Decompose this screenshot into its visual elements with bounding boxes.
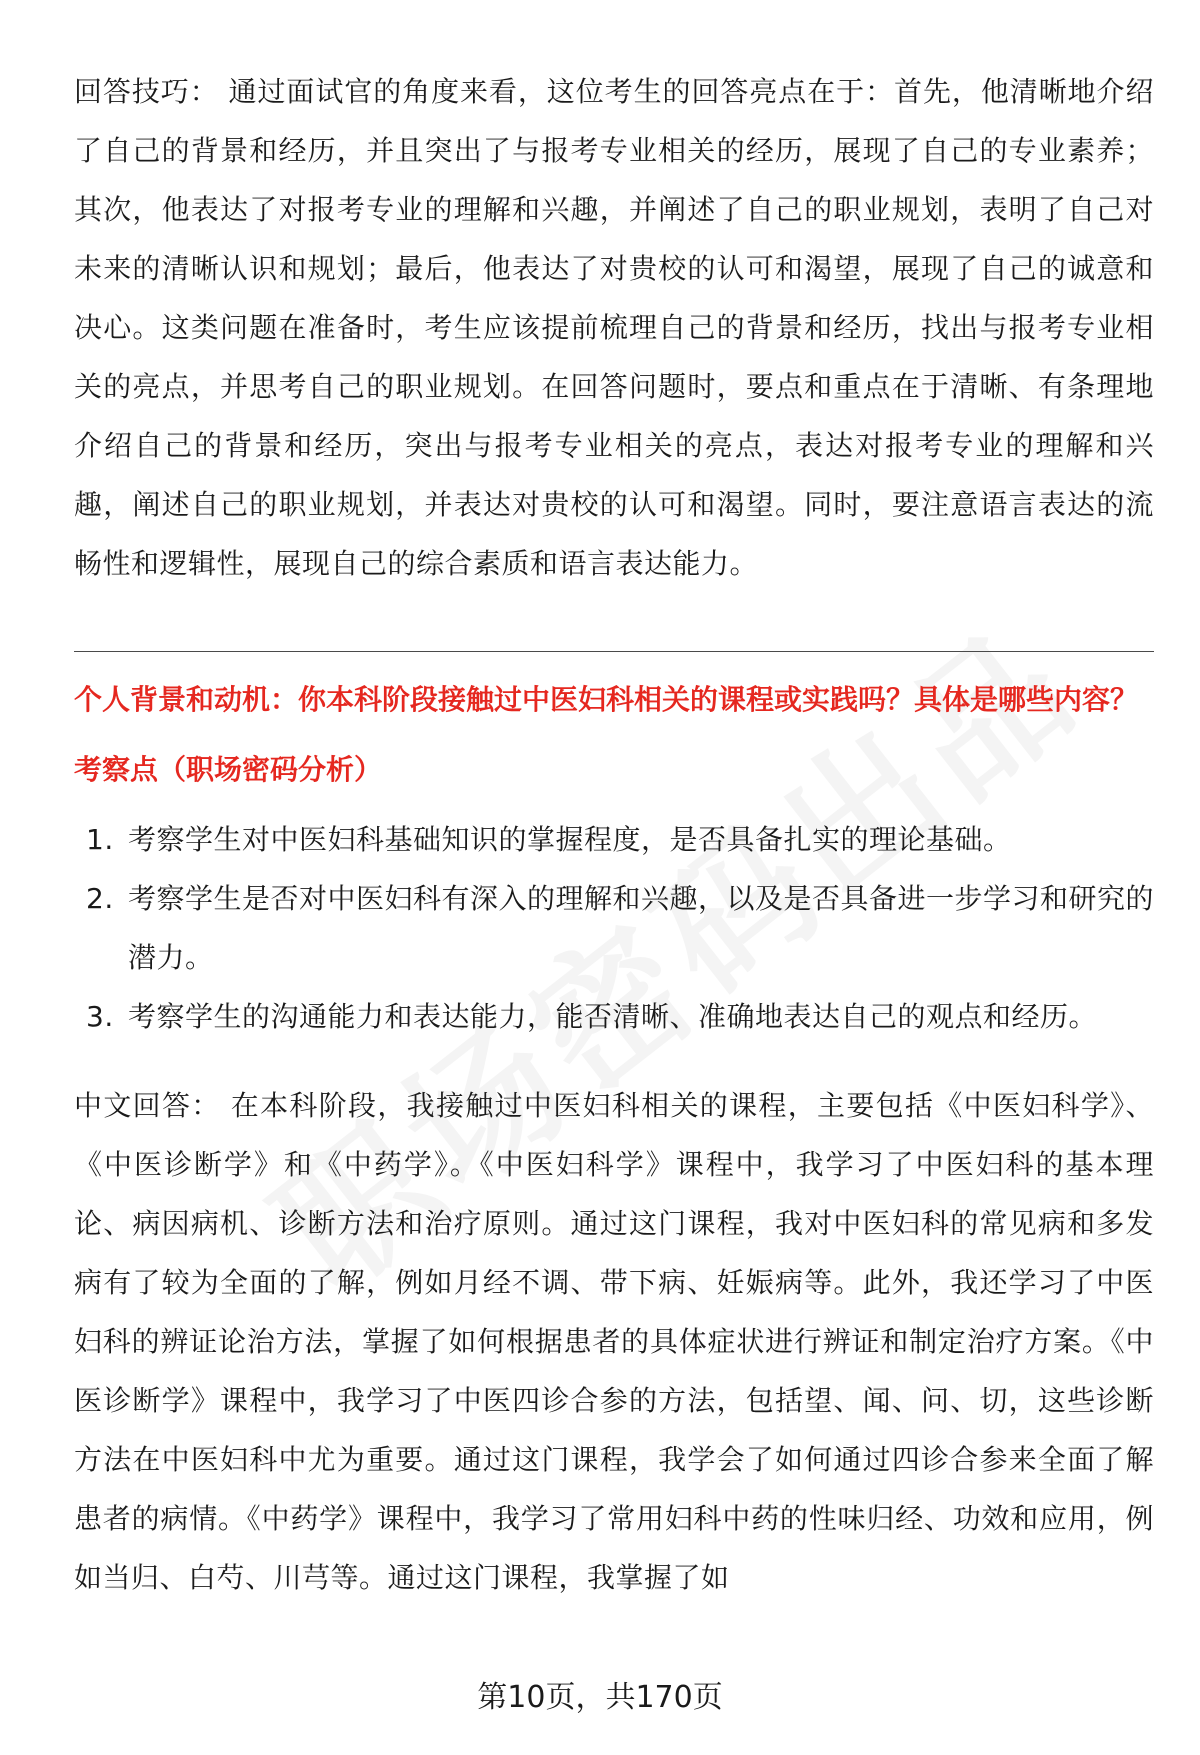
intro-label: 回答技巧：	[74, 75, 219, 108]
document-page	[74, 62, 1154, 1607]
page-number: 第10页，共170页	[477, 1680, 723, 1715]
list-text: 考察学生的沟通能力和表达能力，能否清晰、准确地表达自己的观点和经历。	[128, 1000, 1098, 1033]
list-item	[74, 869, 1154, 987]
section-divider	[74, 651, 1154, 652]
intro-text: 通过面试官的角度来看，这位考生的回答亮点在于：首先，他清晰地介绍了自己的背景和经历，并且突出了与报考专业相关的经历，展现了自己的专业素养；其次，他表达了对报考专业的理解和兴趣，并阐述了自己的职业规划，表明了自己对未来的清晰认识和规划；最后，他表达了对贵校的认可和渴望，展现了自己的诚意和决心。这类问题在准备时，考生应该提前梳理自己的背景和经历，找出与报考专业相关的亮点，并思考自己的职业规划。在回答问题时，要点和重点在于清晰、有条理地介绍自己的背景和经历，突出与报考专业相关的亮点，表达对报考专业的理解和兴趣，阐述自己的职业规划，并表达对贵校的认可和渴望。同时，要注意语言表达的流畅性和逻辑性，展现自己的综合素质和语言表达能力。	[74, 75, 1154, 580]
intro-paragraph	[74, 62, 1154, 593]
points-list	[74, 810, 1154, 1046]
question-heading: 个人背景和动机：你本科阶段接触过中医妇科相关的课程或实践吗？具体是哪些内容？	[74, 683, 1139, 716]
list-number: 2.	[86, 882, 114, 915]
list-number: 1.	[86, 823, 114, 856]
list-text: 考察学生对中医妇科基础知识的掌握程度，是否具备扎实的理论基础。	[128, 823, 1012, 856]
list-text: 考察学生是否对中医妇科有深入的理解和兴趣，以及是否具备进一步学习和研究的潜力。	[128, 882, 1155, 974]
answer-paragraph	[74, 1076, 1154, 1607]
answer-text: 在本科阶段，我接触过中医妇科相关的课程，主要包括《中医妇科学》、《中医诊断学》和《中药学》。《中医妇科学》课程中，我学习了中医妇科的基本理论、病因病机、诊断方法和治疗原则。通过这门课程，我对中医妇科的常见病和多发病有了较为全面的了解，例如月经不调、带下病、妊娠病等。此外，我还学习了中医妇科的辨证论治方法，掌握了如何根据患者的具体症状进行辨证和制定治疗方案。《中医诊断学》课程中，我学习了中医四诊合参的方法，包括望、闻、问、切，这些诊断方法在中医妇科中尤为重要。通过这门课程，我学会了如何通过四诊合参来全面了解患者的病情。《中药学》课程中，我学习了常用妇科中药的性味归经、功效和应用，例如当归、白芍、川芎等。通过这门课程，我掌握了如	[74, 1089, 1154, 1594]
answer-label: 中文回答：	[74, 1089, 221, 1122]
points-heading: 考察点（职场密码分析）	[74, 753, 383, 786]
list-number: 3.	[86, 1000, 114, 1033]
list-item	[74, 987, 1154, 1046]
list-item	[74, 810, 1154, 869]
